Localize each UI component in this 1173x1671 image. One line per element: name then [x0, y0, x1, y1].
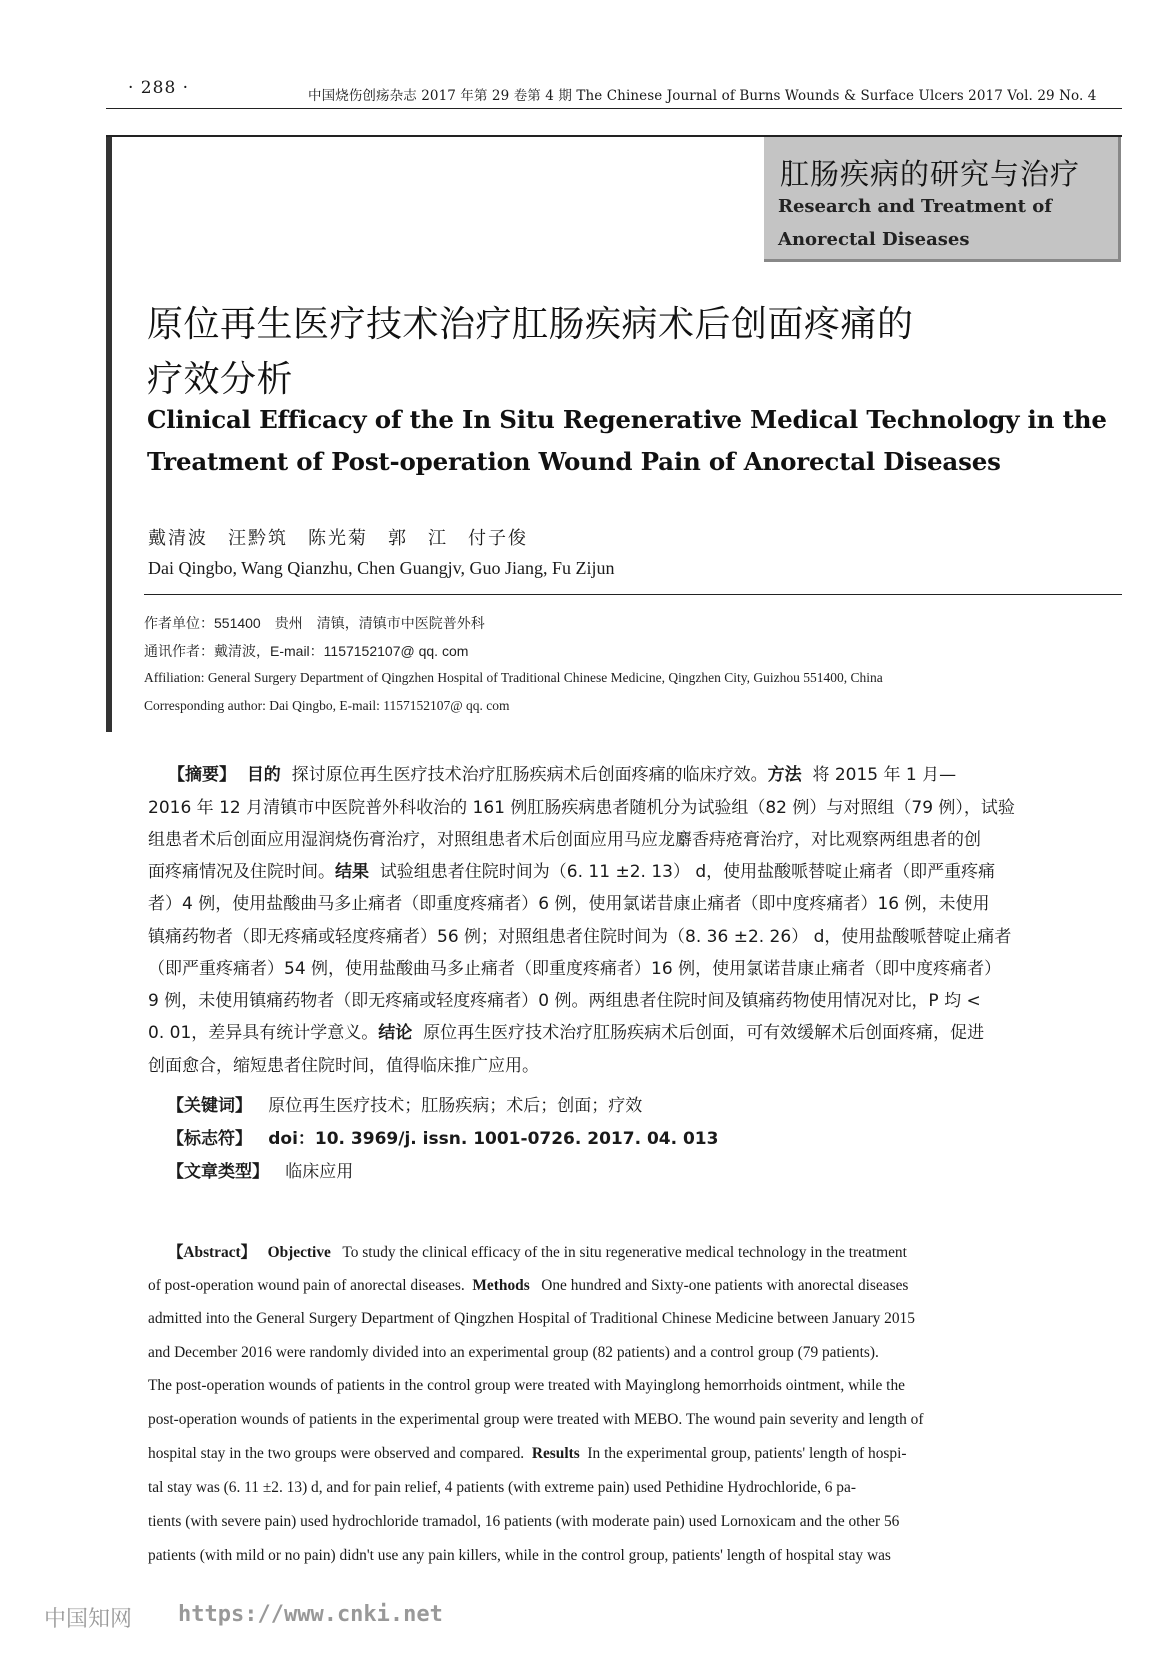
abstract-en-line: post-operation wounds of patients in the experimental group were treated with MEBO. The wound pain severity and length of	[148, 1411, 924, 1428]
abstract-cn-line	[148, 864, 1074, 881]
article-type-label: 【文章类型】	[167, 1162, 269, 1182]
abstract-cn-line: 创面愈合，缩短患者住院时间，值得临床推广应用。	[148, 1056, 539, 1076]
keywords-label: 【关键词】	[167, 1096, 252, 1116]
corresponding-en: Corresponding author: Dai Qingbo, E-mail: 1157152107@ qq. com	[144, 698, 510, 713]
abstract-en-line: and December 2016 were randomly divided into an experimental group (82 patients) and a control group (79 patients).	[148, 1344, 879, 1361]
abstract-en-line: tients (with severe pain) used hydrochloride tramadol, 16 patients (with moderate pain) used Lornoxicam and the other 56	[148, 1513, 900, 1530]
abstract-cn-label: 【摘要】	[168, 765, 236, 785]
abstract-en-line: admitted into the General Surgery Department of Qingzhen Hospital of Traditional Chinese Medicine between January 2015	[148, 1310, 915, 1327]
abstract-cn-text: 试验组患者住院时间为（6. 11 ±2. 13） d，使用盐酸哌替啶止痛者（即严重疼痛	[379, 862, 996, 882]
cnki-url[interactable]: https://www.cnki.net	[178, 1602, 443, 1627]
abstract-en-text: hospital stay in the two groups were observed and compared.	[148, 1445, 525, 1462]
article-title-en-line1: Clinical Efficacy of the In Situ Regenerative Medical Technology in the	[147, 405, 1107, 434]
page-number: · 288 ·	[128, 78, 190, 98]
abstract-en-line: tal stay was (6. 11 ±2. 13) d, and for pain relief, 4 patients (with extreme pain) used Pethidine Hydrochloride, 6 pa-	[148, 1479, 856, 1496]
abstract-en-text: One hundred and Sixty-one patients with anorectal diseases	[541, 1277, 909, 1294]
abstract-en-text: In the experimental group, patients' length of hospi-	[587, 1445, 907, 1462]
abstract-en-text: of post-operation wound pain of anorectal diseases.	[148, 1277, 465, 1294]
article-type-value: 临床应用	[285, 1162, 354, 1182]
abstract-cn-line: 9 例，未使用镇痛药物者（即无疼痛或轻度疼痛者）0 例。两组患者住院时间及镇痛药物使用情况对比，P 均 <	[148, 991, 981, 1011]
section-title-en-line1: Research and Treatment of	[778, 196, 1052, 217]
abstract-cn-text: 面疼痛情况及住院时间。	[148, 862, 335, 882]
article-left-bar	[106, 135, 112, 732]
abstract-cn-line	[168, 767, 1074, 784]
keywords-row	[167, 1091, 642, 1116]
abstract-en-line	[148, 1278, 1074, 1293]
abstract-cn-text: 将 2015 年 1 月—	[812, 765, 957, 785]
methods-label-cn: 方法	[767, 765, 802, 785]
identifier-row	[167, 1124, 718, 1149]
authors-cn: 戴清波 汪黔筑 陈光菊 郭 江 付子俊	[148, 528, 528, 549]
abstract-cn-text: 原位再生医疗技术治疗肛肠疾病术后创面，可有效缓解术后创面疼痛，促进	[423, 1023, 985, 1043]
doi-value: doi：10. 3969/j. issn. 1001-0726. 2017. 04. 013	[268, 1129, 719, 1149]
header-rule	[106, 108, 1122, 109]
methods-label-en: Methods	[472, 1277, 530, 1294]
abstract-cn-line: 者）4 例，使用盐酸曲马多止痛者（即重度疼痛者）6 例，使用氯诺昔康止痛者（即中度疼痛者）16 例，未使用	[148, 894, 990, 914]
article-type-row	[167, 1157, 353, 1182]
abstract-en-line: The post-operation wounds of patients in the control group were treated with Mayinglong hemorrhoids ointment, while the	[148, 1377, 905, 1394]
abstract-cn-line	[148, 1025, 1074, 1042]
authors-rule	[144, 594, 1122, 595]
abstract-cn-text: 探讨原位再生医疗技术治疗肛肠疾病术后创面疼痛的临床疗效。	[291, 765, 768, 785]
abstract-en-line	[168, 1245, 1074, 1260]
objective-label-cn: 目的	[246, 765, 281, 785]
authors-en: Dai Qingbo, Wang Qianzhu, Chen Guangjv, Guo Jiang, Fu Zijun	[148, 558, 615, 578]
abstract-cn-text: 0. 01，差异具有统计学意义。	[148, 1023, 379, 1043]
abstract-cn-line: 组患者术后创面应用湿润烧伤膏治疗，对照组患者术后创面应用马应龙麝香痔疮膏治疗，对比观察两组患者的创	[148, 830, 981, 850]
section-title-cn: 肛肠疾病的研究与治疗	[780, 157, 1081, 191]
article-title-cn-line1: 原位再生医疗技术治疗肛肠疾病术后创面疼痛的	[147, 304, 914, 345]
keywords-value: 原位再生医疗技术；肛肠疾病；术后；创面；疗效	[268, 1096, 643, 1116]
abstract-en-label: 【Abstract】	[168, 1244, 257, 1261]
abstract-en-line: patients (with mild or no pain) didn't use any pain killers, while in the control group, patients' length of hospital stay was	[148, 1547, 891, 1564]
abstract-cn-line: （即严重疼痛者）54 例，使用盐酸曲马多止痛者（即重度疼痛者）16 例，使用氯诺昔康止痛者（即中度疼痛者）	[148, 959, 1002, 979]
abstract-en-text: To study the clinical efficacy of the in situ regenerative medical technology in the treatment	[342, 1244, 907, 1261]
article-title-en-line2: Treatment of Post-operation Wound Pain of Anorectal Diseases	[147, 447, 1001, 476]
abstract-cn-line: 2016 年 12 月清镇市中医院普外科收治的 161 例肛肠疾病患者随机分为试验组（82 例）与对照组（79 例），试验	[148, 798, 1015, 818]
cnki-watermark: 中国知网	[44, 1607, 133, 1632]
identifier-label: 【标志符】	[167, 1129, 252, 1149]
running-header: 中国烧伤创疡杂志 2017 年第 29 卷第 4 期 The Chinese Journal of Burns Wounds & Surface Ulcers 2017 Vol. 29 No. 4	[308, 88, 1097, 104]
results-label-en: Results	[531, 1445, 580, 1462]
section-title-en-line2: Anorectal Diseases	[778, 229, 970, 250]
affiliation-en: Affiliation: General Surgery Department of Qingzhen Hospital of Traditional Chinese Medicine, Qingzhen City, Guizhou 551400, China	[144, 670, 883, 685]
article-title-cn-line2: 疗效分析	[147, 359, 294, 400]
abstract-cn-line: 镇痛药物者（即无疼痛或轻度疼痛者）56 例；对照组患者住院时间为（8. 36 ±2. 26） d，使用盐酸哌替啶止痛者	[148, 927, 1012, 947]
abstract-en-line	[148, 1446, 1074, 1461]
objective-label-en: Objective	[267, 1244, 331, 1261]
corresponding-cn: 通讯作者：戴清波，E-mail：1157152107@ qq. com	[144, 643, 469, 659]
results-label-cn: 结果	[335, 862, 369, 882]
conclusion-label-cn: 结论	[378, 1023, 413, 1043]
affiliation-cn: 作者单位：551400 贵州 清镇，清镇市中医院普外科	[144, 615, 485, 631]
